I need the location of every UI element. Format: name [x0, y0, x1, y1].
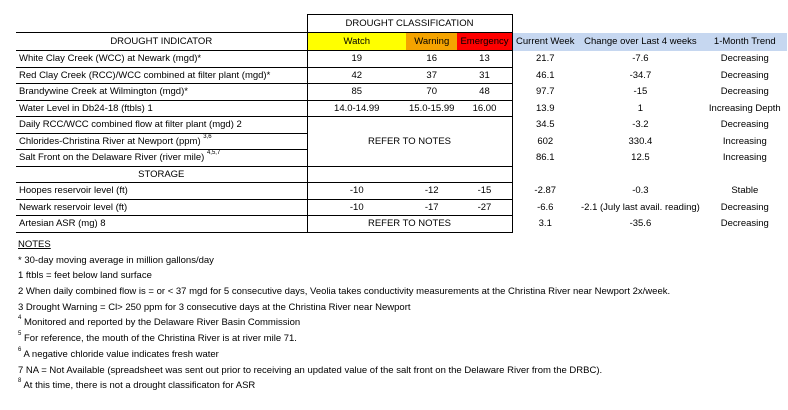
note-item: $^4$ Monitored and reported by the Delaware River Basin Commission: [18, 315, 301, 329]
table-row: Chlorides-Christina River at Newport (ppm) $^{3,6}$ REFER TO NOTES 602 330.4 Increasing: [16, 133, 787, 150]
note-item: * 30-day moving average in million gallons/day: [18, 254, 214, 266]
notes-section: [18, 237, 670, 394]
note-item: 1 ftbls = feet below land surface: [18, 270, 152, 282]
drought-indicator-header: DROUGHT INDICATOR: [16, 33, 307, 51]
note-item: 3 Drought Warning = Cl> 250 ppm for 3 consecutive days at the Christina River near Newport: [18, 301, 411, 313]
refer-to-notes: REFER TO NOTES: [307, 133, 512, 150]
table-row: White Clay Creek (WCC) at Newark (mgd)* 19 16 13 21.7 -7.6 Decreasing: [16, 51, 787, 68]
refer-to-notes-asr: REFER TO NOTES: [307, 216, 512, 233]
emergency-header: Emergency: [457, 33, 512, 51]
storage-label: STORAGE: [16, 166, 307, 183]
note-item: $^5$ For reference, the mouth of the Christina River is at river mile 71.: [18, 331, 297, 345]
watch-header: Watch: [307, 33, 406, 51]
table-row: Hoopes reservoir level (ft) -10 -12 -15 -2.87 -0.3 Stable: [16, 183, 787, 200]
trend-header: 1-Month Trend: [703, 33, 787, 51]
drought-table: [16, 14, 787, 233]
table-row: Brandywine Creek at Wilmington (mgd)* 85 70 48 97.7 -15 Decreasing: [16, 84, 787, 101]
drought-classification-header: DROUGHT CLASSIFICATION: [307, 15, 512, 33]
note-item: 2 When daily combined flow is = or < 37 mgd for 5 consecutive days, Veolia takes conductivity measurements at the Christina River near Newport 2x/week.: [18, 286, 671, 298]
table-row: Red Clay Creek (RCC)/WCC combined at filter plant (mgd)* 42 37 31 46.1 -34.7 Decreasing: [16, 67, 787, 84]
table-row: Artesian ASR (mg) 8 REFER TO NOTES 3.1 -35.6 Decreasing: [16, 216, 787, 233]
notes-title: NOTES: [18, 239, 51, 250]
table-row: Water Level in Db24-18 (ftbls) 1 14.0-14.99 15.0-15.99 16.00 13.9 1 Increasing Depth: [16, 100, 787, 117]
note-item: $^8$ At this time, there is not a drought classificaton for ASR: [18, 378, 256, 392]
note-item: 7 NA = Not Available (spreadsheet was sent out prior to receiving an updated value of the salt front on the Delaware River from the DRBC).: [18, 364, 603, 376]
note-item: $^6$ A negative chloride value indicates fresh water: [18, 346, 219, 360]
table-row: Newark reservoir level (ft) -10 -17 -27 -6.6 -2.1 (July last avail. reading) Decreasing: [16, 199, 787, 216]
warning-header: Warning: [406, 33, 457, 51]
table-row: Daily RCC/WCC combined flow at filter plant (mgd) 2 34.5 -3.2 Decreasing: [16, 117, 787, 134]
change-header: Change over Last 4 weeks: [578, 33, 703, 51]
table-row: Salt Front on the Delaware River (river mile) $^{4,5,7}$ 86.1 12.5 Increasing: [16, 150, 787, 167]
current-week-header: Current Week: [512, 33, 578, 51]
